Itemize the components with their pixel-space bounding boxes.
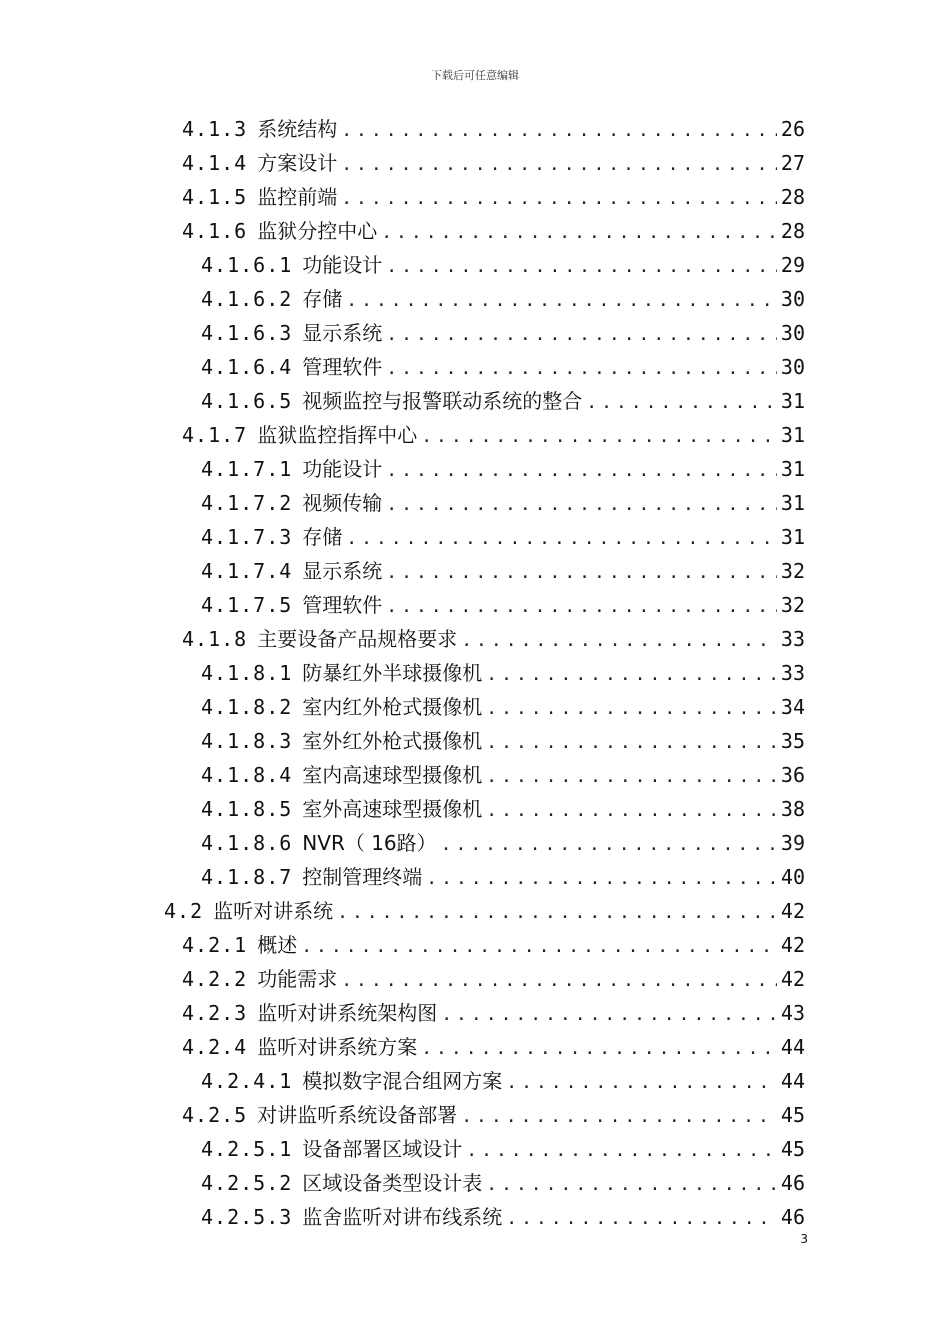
toc-entry-title: 区域设备类型设计表: [302, 1171, 483, 1195]
toc-entry-page: 28: [780, 219, 805, 243]
toc-entry-title: 室外红外枪式摄像机: [302, 729, 483, 753]
toc-dot-leader: [381, 216, 777, 250]
toc-entry[interactable]: [182, 146, 805, 180]
toc-entry-number: 4.2.5.3: [201, 1205, 293, 1229]
toc-entry[interactable]: [164, 894, 805, 928]
toc-dot-leader: [426, 862, 777, 896]
toc-entry-number: 4.1.7.5: [201, 593, 293, 617]
toc-entry-title: 视频传输: [302, 491, 383, 515]
toc-dot-leader: [346, 284, 777, 318]
toc-entry-page: 31: [780, 423, 805, 447]
toc-entry[interactable]: [201, 1132, 805, 1166]
toc-entry-number: 4.1.6.1: [201, 253, 293, 277]
toc-entry[interactable]: [201, 792, 805, 826]
toc-entry-page: 30: [780, 355, 805, 379]
toc-entry-title: 对讲监听系统设备部署: [257, 1103, 458, 1127]
toc-entry-title: 功能设计: [302, 253, 383, 277]
toc-entry-title: 设备部署区域设计: [302, 1137, 463, 1161]
toc-entry-page: 42: [780, 967, 805, 991]
toc-dot-leader: [341, 964, 777, 998]
toc-entry[interactable]: [201, 724, 805, 758]
toc-entry-number: 4.1.8.3: [201, 729, 293, 753]
toc-dot-leader: [301, 930, 777, 964]
toc-entry-number: 4.2.1: [182, 933, 248, 957]
toc-dot-leader: [386, 318, 777, 352]
toc-entry-title: 监狱监控指挥中心: [257, 423, 418, 447]
header-note: 下载后可任意编辑: [431, 69, 519, 82]
toc-entry-number: 4.1.7.4: [201, 559, 293, 583]
toc-dot-leader: [486, 760, 777, 794]
toc-entry-title: 监听对讲系统: [213, 899, 334, 923]
toc-entry[interactable]: [182, 622, 805, 656]
toc-entry-title: 管理软件: [302, 593, 383, 617]
toc-entry-number: 4.1.7.3: [201, 525, 293, 549]
toc-entry-page: 39: [780, 831, 805, 855]
toc-entry-title: 模拟数字混合组网方案: [302, 1069, 503, 1093]
toc-entry-page: 27: [780, 151, 805, 175]
toc-entry-title: 视频监控与报警联动系统的整合: [302, 389, 583, 413]
toc-entry-number: 4.2.5: [182, 1103, 248, 1127]
toc-entry-title: 监舍监听对讲布线系统: [302, 1205, 503, 1229]
toc-entry[interactable]: [201, 282, 805, 316]
toc-entry[interactable]: [201, 1200, 805, 1234]
toc-entry-page: 40: [780, 865, 805, 889]
toc-entry-number: 4.1.6.2: [201, 287, 293, 311]
toc-dot-leader: [466, 1134, 777, 1168]
toc-entry-number: 4.1.8.6: [201, 831, 293, 855]
toc-entry-number: 4.1.8.5: [201, 797, 293, 821]
toc-entry[interactable]: [201, 452, 805, 486]
toc-entry[interactable]: [182, 418, 805, 452]
toc-entry-number: 4.2.5.1: [201, 1137, 293, 1161]
toc-entry-page: 32: [780, 593, 805, 617]
toc-entry-title: 系统结构: [257, 117, 338, 141]
toc-dot-leader: [441, 828, 777, 862]
toc-entry-page: 29: [780, 253, 805, 277]
toc-entry[interactable]: [182, 1098, 805, 1132]
toc-entry-title: 存储: [302, 525, 343, 549]
toc-entry[interactable]: [182, 112, 805, 146]
toc-entry[interactable]: [201, 1166, 805, 1200]
toc-dot-leader: [461, 624, 777, 658]
toc-entry-page: 46: [780, 1205, 805, 1229]
toc-entry-title: 显示系统: [302, 321, 383, 345]
toc-entry-page: 38: [780, 797, 805, 821]
toc-dot-leader: [486, 658, 777, 692]
toc-entry-number: 4.1.5: [182, 185, 248, 209]
toc-entry-page: 31: [780, 491, 805, 515]
toc-entry[interactable]: [201, 656, 805, 690]
toc-dot-leader: [421, 420, 777, 454]
toc-entry-number: 4.2.4: [182, 1035, 248, 1059]
toc-entry-number: 4.1.6.3: [201, 321, 293, 345]
toc-entry[interactable]: [201, 860, 805, 894]
toc-dot-leader: [506, 1202, 777, 1236]
toc-dot-leader: [386, 250, 777, 284]
toc-entry-title: 室内高速球型摄像机: [302, 763, 483, 787]
toc-entry-number: 4.1.7.1: [201, 457, 293, 481]
toc-entry-title: NVR（ 16路）: [302, 831, 437, 855]
toc-dot-leader: [486, 1168, 777, 1202]
toc-entry-title: 存储: [302, 287, 343, 311]
toc-entry-title: 防暴红外半球摄像机: [302, 661, 483, 685]
toc-entry-title: 主要设备产品规格要求: [257, 627, 458, 651]
toc-entry[interactable]: [201, 826, 805, 860]
toc-entry[interactable]: [201, 554, 805, 588]
toc-entry-number: 4.1.6.5: [201, 389, 293, 413]
toc-entry-number: 4.1.4: [182, 151, 248, 175]
toc-entry-page: 33: [780, 627, 805, 651]
toc-entry[interactable]: [201, 588, 805, 622]
toc-entry[interactable]: [182, 996, 805, 1030]
toc-dot-leader: [341, 114, 777, 148]
toc-dot-leader: [386, 556, 777, 590]
toc-entry-title: 室外高速球型摄像机: [302, 797, 483, 821]
toc-dot-leader: [441, 998, 777, 1032]
toc-entry-number: 4.1.8.2: [201, 695, 293, 719]
toc-entry[interactable]: [201, 350, 805, 384]
toc-entry-number: 4.1.8.4: [201, 763, 293, 787]
toc-dot-leader: [506, 1066, 777, 1100]
toc-entry[interactable]: [182, 1030, 805, 1064]
toc-entry-page: 44: [780, 1035, 805, 1059]
toc-entry-number: 4.1.6: [182, 219, 248, 243]
toc-entry-title: 监狱分控中心: [257, 219, 378, 243]
toc-entry-page: 31: [780, 457, 805, 481]
toc-dot-leader: [346, 522, 777, 556]
toc-dot-leader: [386, 454, 777, 488]
toc-entry-title: 控制管理终端: [302, 865, 423, 889]
toc-entry-page: 42: [780, 933, 805, 957]
toc-entry-title: 显示系统: [302, 559, 383, 583]
toc-dot-leader: [386, 590, 777, 624]
toc-entry[interactable]: [201, 758, 805, 792]
toc-entry-page: 44: [780, 1069, 805, 1093]
toc-entry-page: 32: [780, 559, 805, 583]
toc-entry-page: 31: [780, 525, 805, 549]
toc-entry-title: 监听对讲系统方案: [257, 1035, 418, 1059]
toc-dot-leader: [486, 726, 777, 760]
toc-entry-number: 4.2.2: [182, 967, 248, 991]
toc-entry[interactable]: [182, 962, 805, 996]
toc-entry-page: 26: [780, 117, 805, 141]
toc-entry[interactable]: [201, 1064, 805, 1098]
toc-dot-leader: [341, 148, 777, 182]
toc-dot-leader: [486, 794, 777, 828]
toc-entry[interactable]: [201, 248, 805, 282]
toc-entry-page: 45: [780, 1137, 805, 1161]
toc-entry[interactable]: [201, 690, 805, 724]
toc-entry-page: 46: [780, 1171, 805, 1195]
toc-entry-number: 4.1.8.7: [201, 865, 293, 889]
toc-entry[interactable]: [182, 928, 805, 962]
toc-entry-title: 功能需求: [257, 967, 338, 991]
toc-entry-number: 4.2.4.1: [201, 1069, 293, 1093]
toc-entry-number: 4.1.7: [182, 423, 248, 447]
toc-dot-leader: [586, 386, 777, 420]
toc-entry-title: 概述: [257, 933, 298, 957]
toc-entry-number: 4.2.5.2: [201, 1171, 293, 1195]
toc-entry-page: 33: [780, 661, 805, 685]
toc-entry-title: 功能设计: [302, 457, 383, 481]
toc-dot-leader: [386, 488, 777, 522]
toc-entry[interactable]: [201, 316, 805, 350]
toc-dot-leader: [486, 692, 777, 726]
toc-entry-number: 4.2: [164, 899, 204, 923]
toc-entry-page: 30: [780, 287, 805, 311]
toc-dot-leader: [421, 1032, 777, 1066]
toc-entry[interactable]: [182, 214, 805, 248]
toc-entry-page: 36: [780, 763, 805, 787]
toc-dot-leader: [386, 352, 777, 386]
toc-entry-title: 方案设计: [257, 151, 338, 175]
toc-entry-number: 4.1.3: [182, 117, 248, 141]
toc-entry-page: 45: [780, 1103, 805, 1127]
toc-entry-title: 管理软件: [302, 355, 383, 379]
toc-entry-page: 42: [780, 899, 805, 923]
toc-entry-page: 30: [780, 321, 805, 345]
toc-entry-number: 4.1.8: [182, 627, 248, 651]
toc-entry-page: 28: [780, 185, 805, 209]
toc-entry-page: 43: [780, 1001, 805, 1025]
toc-entry[interactable]: [201, 384, 805, 418]
toc-dot-leader: [337, 896, 777, 930]
toc-entry-title: 监控前端: [257, 185, 338, 209]
page-number: 3: [800, 1232, 808, 1246]
toc-entry-page: 35: [780, 729, 805, 753]
toc-entry-number: 4.1.8.1: [201, 661, 293, 685]
toc-entry-page: 31: [780, 389, 805, 413]
toc-entry-number: 4.2.3: [182, 1001, 248, 1025]
toc-entry[interactable]: [182, 180, 805, 214]
toc-entry[interactable]: [201, 520, 805, 554]
toc-entry-number: 4.1.7.2: [201, 491, 293, 515]
toc-dot-leader: [461, 1100, 777, 1134]
toc-entry[interactable]: [201, 486, 805, 520]
toc-dot-leader: [341, 182, 777, 216]
toc-entry-title: 监听对讲系统架构图: [257, 1001, 438, 1025]
toc-entry-title: 室内红外枪式摄像机: [302, 695, 483, 719]
toc-entry-page: 34: [780, 695, 805, 719]
toc-entry-number: 4.1.6.4: [201, 355, 293, 379]
